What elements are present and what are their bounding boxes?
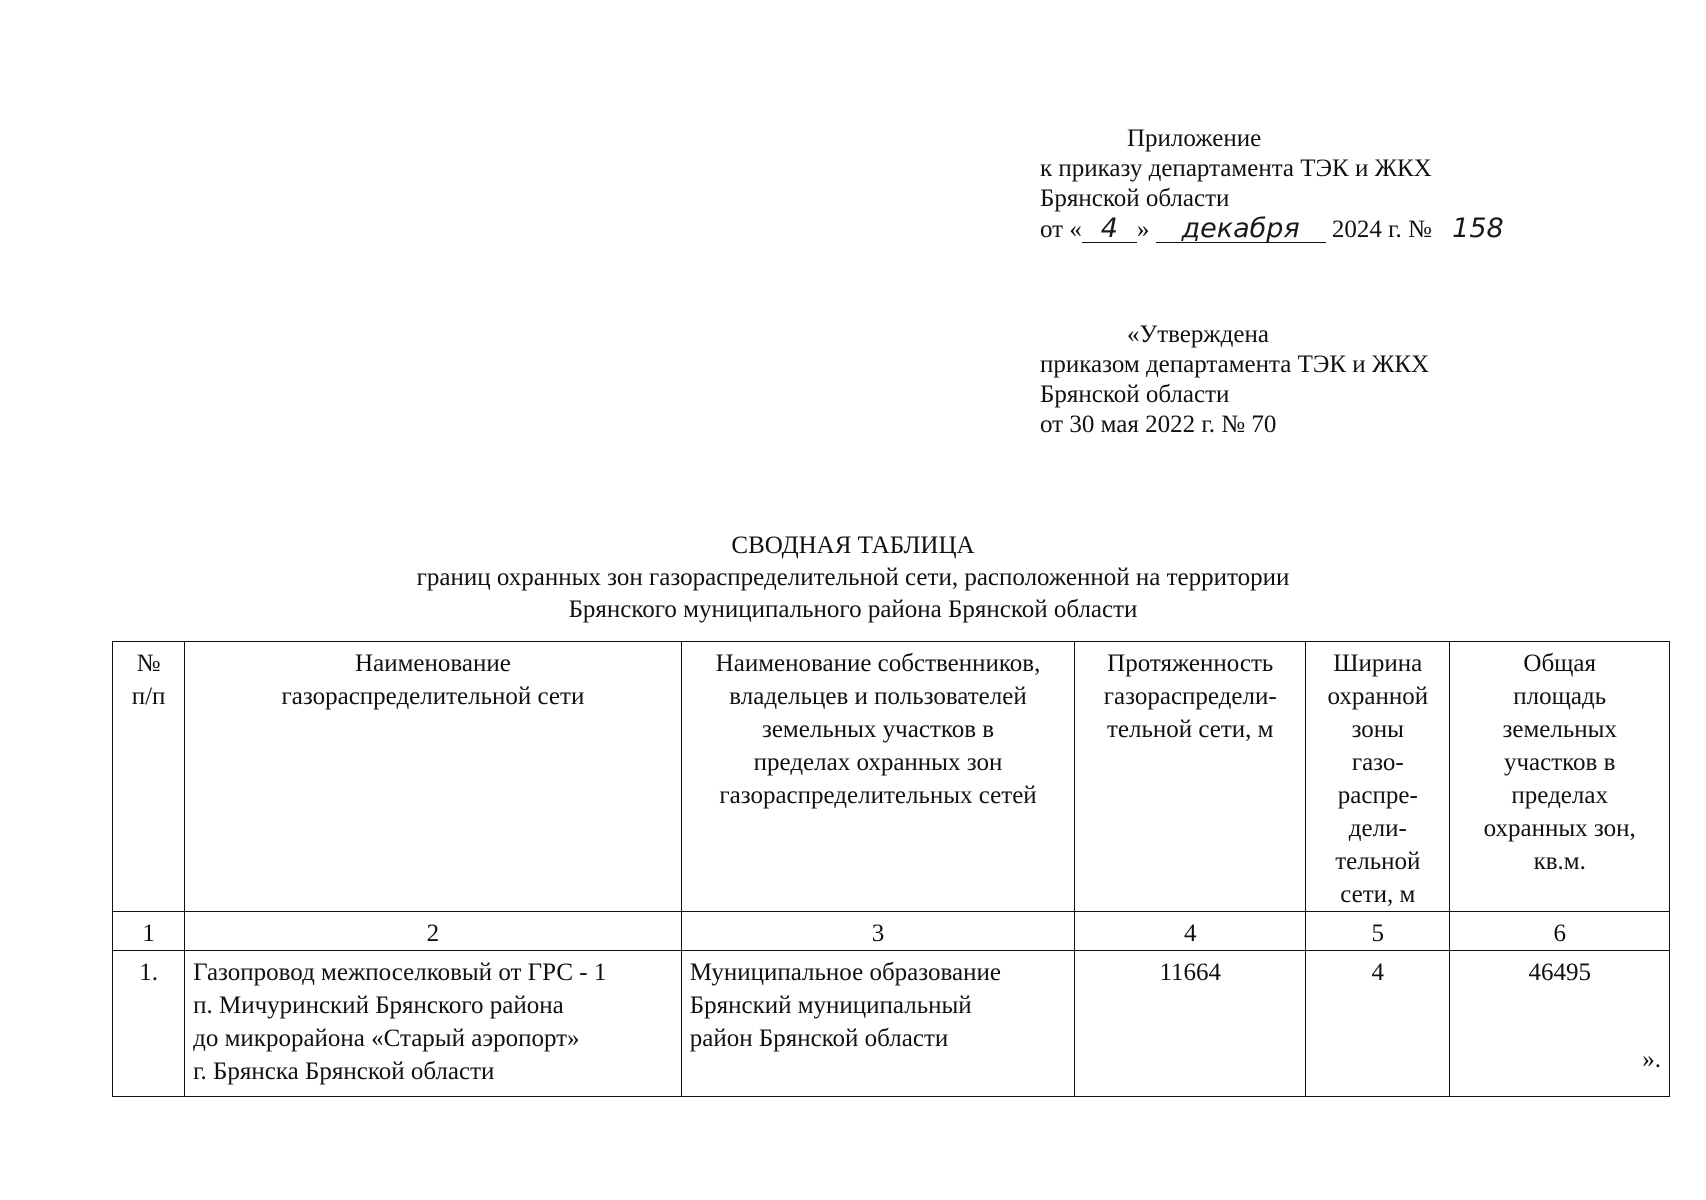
summary-table xyxy=(112,641,1670,1097)
date-year: 2024 г. xyxy=(1331,216,1402,243)
header-cell-length: Протяженность газораспредели- тельной сети, м xyxy=(1075,642,1306,912)
row-length: 11664 xyxy=(1075,951,1306,1097)
row-number: 1. xyxy=(113,951,185,1097)
date-prefix: от « xyxy=(1040,216,1082,243)
row-zone-width: 4 xyxy=(1306,951,1450,1097)
approval-line-date: от 30 мая 2022 г. № 70 xyxy=(1040,411,1277,438)
row-total-area-cell xyxy=(1450,951,1670,1097)
column-number: 1 xyxy=(113,912,185,951)
date-quote-close: » xyxy=(1136,216,1150,243)
approval-block xyxy=(1040,320,1429,440)
column-number-row xyxy=(113,912,1670,951)
header-cell-zone-width: Ширина охранной зоны газо- распре- дели- тельной сети, м xyxy=(1306,642,1450,912)
header-cell-network-name: Наименование газораспределительной сети xyxy=(185,642,682,912)
column-number: 5 xyxy=(1306,912,1450,951)
appendix-title: Приложение xyxy=(1127,125,1262,152)
row-owners: Муниципальное образование Брянский муниципальный район Брянской области xyxy=(681,951,1075,1097)
approval-line-region: Брянской области xyxy=(1040,381,1230,408)
appendix-line-region: Брянской области xyxy=(1040,185,1230,212)
table-header-row xyxy=(113,642,1670,912)
header-cell-owners: Наименование собственников, владельцев и пользователей земельных участков в пределах охранных зон газораспределительных сетей xyxy=(681,642,1075,912)
document-subtitle-1: границ охранных зон газораспределительной сети, расположенной на территории xyxy=(416,564,1290,591)
column-number: 4 xyxy=(1075,912,1306,951)
column-number: 3 xyxy=(681,912,1075,951)
column-number: 2 xyxy=(185,912,682,951)
document-subtitle-2: Брянского муниципального района Брянской области xyxy=(568,596,1138,623)
appendix-header xyxy=(1040,124,1504,245)
handwritten-number: 158 xyxy=(1452,213,1504,244)
column-number: 6 xyxy=(1450,912,1670,951)
row-total-area: 46495 xyxy=(1528,959,1591,986)
number-sign: № xyxy=(1408,216,1432,243)
appendix-line-order: к приказу департамента ТЭК и ЖКХ xyxy=(1040,155,1432,182)
header-cell-total-area: Общая площадь земельных участков в пределах охранных зон, кв.м. xyxy=(1450,642,1670,912)
closing-quote: ». xyxy=(1642,1046,1661,1073)
row-network-name: Газопровод межпоселковый от ГРС - 1 п. Мичуринский Брянского района до микрорайона «Старый аэропорт» г. Брянска Брянской области xyxy=(185,951,682,1097)
appendix-date-line xyxy=(1040,214,1504,245)
table-row xyxy=(113,951,1670,1097)
approval-line-order: приказом департамента ТЭК и ЖКХ xyxy=(1040,351,1430,378)
header-cell-number: № п/п xyxy=(113,642,185,912)
handwritten-day: 4 xyxy=(1082,216,1137,243)
approval-title: «Утверждена xyxy=(1127,321,1269,348)
handwritten-month: декабря xyxy=(1156,216,1326,243)
document-title: СВОДНАЯ ТАБЛИЦА xyxy=(731,532,975,559)
